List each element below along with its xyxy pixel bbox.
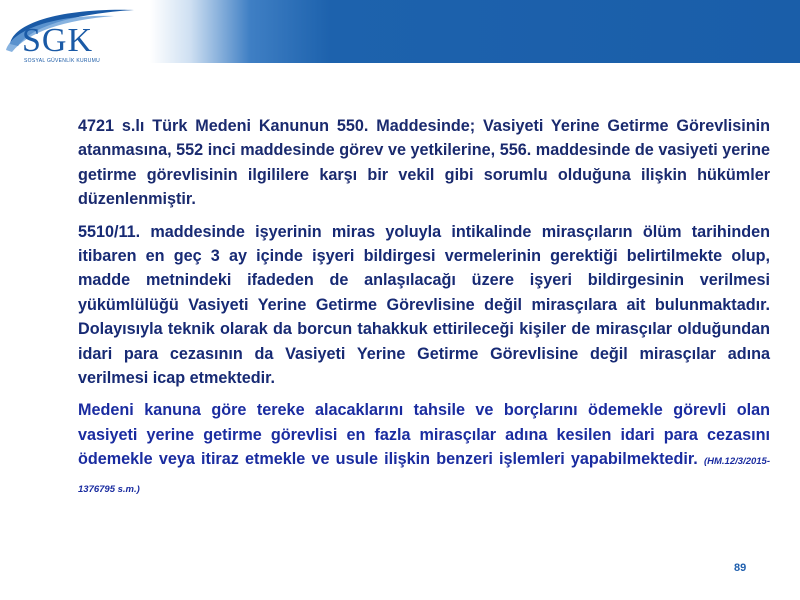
paragraph-text: 5510/11. maddesinde işyerinin miras yoluyla intikalinde mirasçıların ölüm tarihinden itibaren en geç 3 ay içinde işyeri bildirgesi vermelerinin gerektiği belirtilmekte olup, madde metnindeki ifadeden de anlaşılacağı üzere işyeri bildirgesinin verilmesi yükümlülüğü Vasiyeti Yerine Getirme Görevlisine değil mirasçılara ait bulunmaktadır. Dolayısıyla teknik olarak da borcun tahakkuk ettirileceği kişiler de mirasçılar olduğundan idari para cezasının da Vasiyeti Yerine Getirme Görevlisine değil mirasçılar adına verilmesi icap etmektedir. (78, 222, 770, 388)
logo-text: SGK (22, 22, 94, 59)
paragraph-medeni-kanun (78, 114, 770, 212)
sgk-logo (4, 2, 144, 64)
paragraph-text: 4721 s.lı Türk Medeni Kanunun 550. Maddesinde; Vasiyeti Yerine Getirme Görevlisinin atanmasına, 552 inci maddesinde görev ve yetkilerine, 556. maddesinde de vasiyeti yerine getirme görevlisinin ilgililere karşı bir vekil gibi sorumlu olduğuna ilişkin hükümler düzenlenmiştir. (78, 117, 770, 209)
paragraph-5510 (78, 220, 770, 391)
paragraph-text: Medeni kanuna göre tereke alacaklarını tahsile ve borçlarını ödemekle görevli olan vasiyeti yerine getirme görevlisi en fazla mirasçılar adına kesilen idari para cezasını ödemekle veya itiraz etmekle ve usule ilişkin benzeri işlemleri yapabilmektedir. (78, 401, 770, 469)
reference-citation: (HM.12/3/2015- 1376795 s.m.) (78, 456, 770, 495)
document-body (78, 114, 770, 510)
page-number: 89 (734, 562, 747, 574)
logo-subtitle: SOSYAL GÜVENLİK KURUMU (24, 58, 101, 64)
paragraph-tereke (78, 398, 770, 502)
